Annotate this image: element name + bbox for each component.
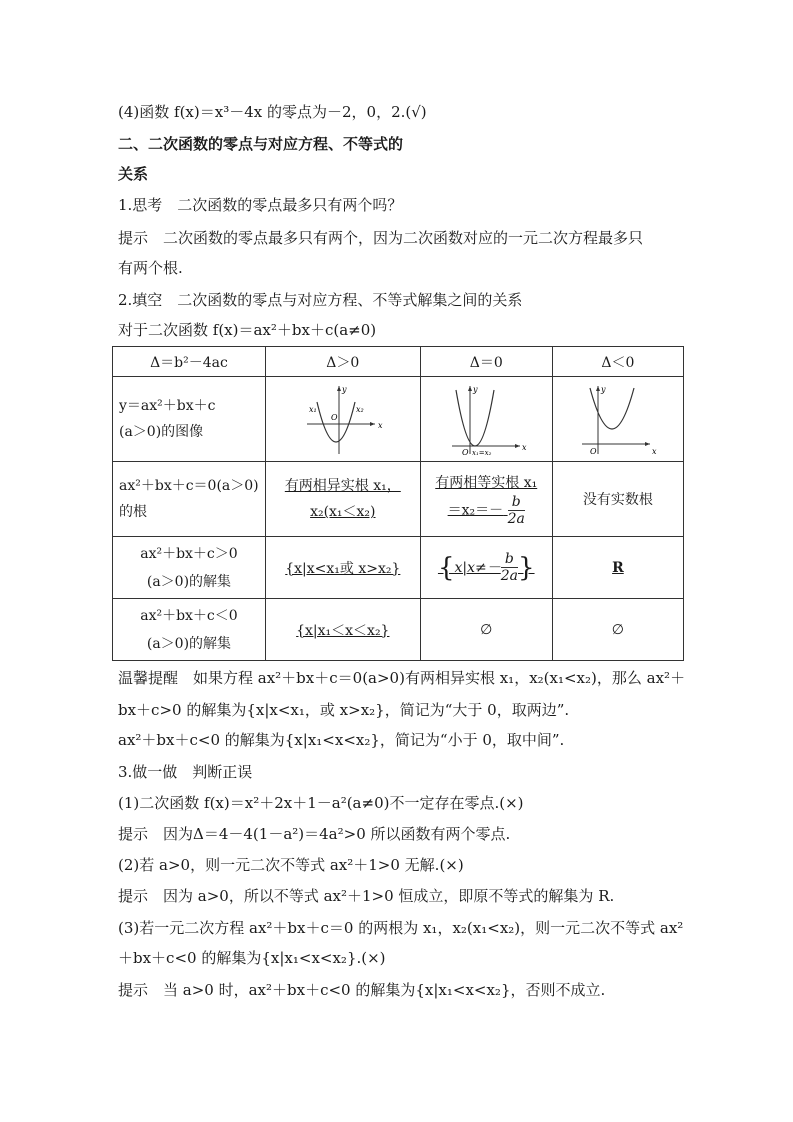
fraction-denominator: 2a: [507, 510, 525, 527]
cell-line: x₂(x₁＜x₂): [310, 504, 376, 520]
fraction-denominator: 2a: [500, 568, 518, 584]
graph-no-root: [552, 377, 683, 462]
text-line-11: ax²＋bx＋c<0 的解集为{x|x₁<x<x₂}，简记为“小于 0，取中间”.: [118, 731, 565, 749]
table-header-cell: Δ＞0: [265, 347, 420, 377]
text-line-5: 提示 二次函数的零点最多只有两个，因为二次函数对应的一元二次方程最多只: [118, 229, 644, 247]
text-line-6: 有两个根.: [118, 259, 183, 277]
text-line-4: 1.思考 二次函数的零点最多只有两个吗？: [118, 196, 403, 214]
row-label-line: ax²＋bx＋c＞0: [140, 545, 238, 562]
table-header-cell: Δ＝0: [420, 347, 552, 377]
svg-text:x: x: [522, 443, 527, 452]
cell-line: [421, 494, 552, 527]
cell-lt-two-roots: [265, 599, 420, 661]
solution-set: R: [612, 559, 624, 576]
row-label-line: (a＞0)的解集: [146, 635, 232, 652]
text-line-17: (3)若一元二次方程 ax²＋bx＋c＝0 的两根为 x₁，x₂(x₁<x₂)，则一元二次不等式 ax²: [118, 919, 684, 937]
svg-text:y: y: [600, 385, 606, 394]
cell-double-root: [420, 462, 552, 537]
row-label-line: (a＞0)的图像: [119, 424, 204, 440]
row-label-line: (a＞0)的解集: [146, 573, 232, 590]
section-heading: 二、二次函数的零点与对应方程、不等式的: [118, 135, 404, 153]
row-label-line: y＝ax²＋bx＋c: [119, 398, 216, 414]
cell-line: 有两相等实根 x₁: [435, 474, 538, 491]
cell-line: 有两相异实根 x₁，: [284, 478, 401, 494]
fraction-numerator: b: [501, 551, 518, 568]
cell-no-root: 没有实数根: [552, 462, 683, 537]
svg-text:x₂: x₂: [355, 405, 364, 414]
text-line-1: (4)函数 f(x)＝x³－4x 的零点为－2，0，2.(√): [118, 103, 427, 121]
solution-set: {x|x₁＜x＜x₂}: [296, 622, 390, 639]
cell-gt-no-root: [552, 537, 683, 599]
set-expr: x|x≠－: [454, 559, 501, 576]
svg-text:y: y: [341, 385, 347, 394]
svg-text:O: O: [462, 448, 469, 457]
text-line-19: 提示 当 a>0 时，ax²＋bx＋c<0 的解集为{x|x₁<x<x₂}，否则不成立.: [118, 981, 606, 999]
svg-text:y: y: [473, 385, 478, 394]
svg-text:x₁=x₂: x₁=x₂: [472, 449, 492, 457]
row-label-line: ax²＋bx＋c＝0(a＞0): [119, 478, 259, 494]
text-line-15: (2)若 a>0，则一元二次不等式 ax²＋1>0 无解.(×): [118, 856, 464, 874]
relation-table: [112, 346, 684, 661]
row-label-line: ax²＋bx＋c＜0: [140, 607, 238, 624]
graph-one-root: [420, 377, 552, 462]
cell-lt-double-root: ∅: [420, 599, 552, 661]
table-header-cell: Δ＜0: [552, 347, 683, 377]
section-heading-cont: 关系: [118, 165, 149, 183]
text-line-12: 3.做一做 判断正误: [118, 763, 253, 781]
cell-two-roots: [265, 462, 420, 537]
row-label: [113, 462, 266, 537]
svg-text:O: O: [589, 447, 597, 456]
svg-text:x: x: [377, 421, 383, 430]
solution-set: {x|x≠－ $\frac{b}{2a}$ }: [437, 551, 535, 584]
solution-set: {x|x<x₁或 x>x₂}: [285, 560, 401, 577]
text-line-9: 温馨提醒 如果方程 ax²＋bx＋c＝0(a>0)有两相异实根 x₁，x₂(x₁<x₂)，那么 ax²＋: [118, 669, 686, 687]
row-label: [113, 377, 266, 462]
cell-gt-two-roots: [265, 537, 420, 599]
row-label: [113, 599, 266, 661]
text-line-8: 对于二次函数 f(x)＝ax²＋bx＋c(a≠0): [118, 321, 377, 339]
table-header-cell: Δ＝b²－4ac: [113, 347, 266, 377]
graph-two-roots: [265, 377, 420, 462]
text-line-14: 提示 因为Δ＝4－4(1－a²)＝4a²>0 所以函数有两个零点.: [118, 825, 511, 843]
svg-text:O: O: [330, 413, 338, 422]
row-label: [113, 537, 266, 599]
svg-text:x₁: x₁: [308, 405, 317, 414]
text-line-10: bx＋c>0 的解集为{x|x<x₁，或 x>x₂}，简记为“大于 0，取两边”.: [118, 701, 570, 719]
text-line-13: (1)二次函数 f(x)＝x²＋2x＋1－a²(a≠0)不一定存在零点.(×): [118, 794, 524, 812]
svg-text:x: x: [651, 447, 657, 456]
root-expr: ＝x₂＝－: [447, 502, 504, 518]
row-label-line: 的根: [119, 504, 147, 520]
cell-gt-double-root: [420, 537, 552, 599]
text-line-18: ＋bx＋c<0 的解集为{x|x₁<x<x₂}.(×): [118, 949, 386, 967]
fraction-numerator: b: [508, 494, 525, 511]
text-line-16: 提示 因为 a>0，所以不等式 ax²＋1>0 恒成立，即原不等式的解集为 R.: [118, 887, 615, 905]
cell-lt-no-root: ∅: [552, 599, 683, 661]
fraction: [508, 494, 525, 527]
text-line-7: 2.填空 二次函数的零点与对应方程、不等式解集之间的关系: [118, 291, 523, 309]
fraction: [501, 551, 518, 584]
